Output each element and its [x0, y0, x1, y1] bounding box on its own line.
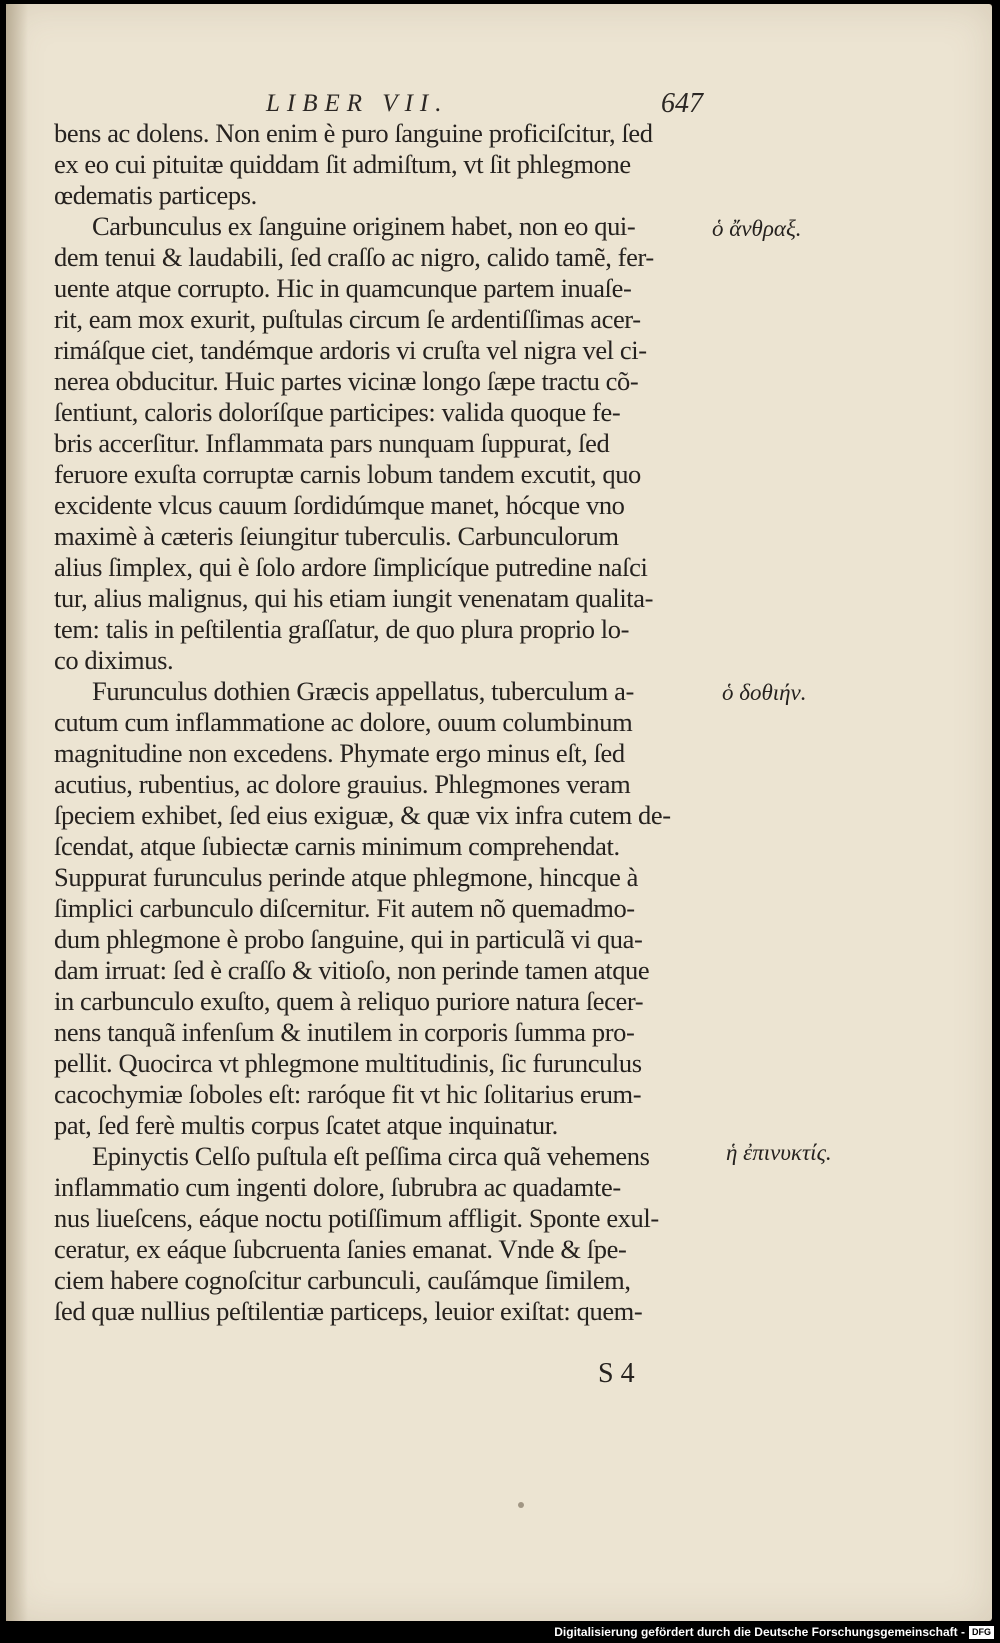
text-line: ex eo cui pituitæ quiddam ſit admiſtum, vt ſit phlegmone — [54, 149, 631, 179]
text-line: tem: talis in peſtilentia graſſatur, de quo plura proprio lo- — [54, 614, 630, 644]
paper-speck — [518, 1502, 524, 1508]
text-line: cacochymiæ ſoboles eſt: raróque fit vt hic ſolitarius erum- — [54, 1079, 642, 1109]
text-line: dum phlegmone è probo ſanguine, qui in particulã vi qua- — [54, 924, 643, 954]
text-line: pat, ſed ferè multis corpus ſcatet atque inquinatur. — [54, 1110, 558, 1140]
footer-credit: Digitalisierung gefördert durch die Deutsche Forschungsgemeinschaft - — [554, 1625, 965, 1639]
page-gutter — [6, 4, 28, 1621]
text-line: ceratur, ex eáque ſubcruenta ſanies emanat. Vnde & ſpe- — [54, 1234, 627, 1264]
text-line: magnitudine non excedens. Phymate ergo minus eſt, ſed — [54, 738, 625, 768]
text-line: œdematis particeps. — [54, 180, 257, 210]
text-line: bris accerſitur. Inflammata pars nunquam ſuppurat, ſed — [54, 428, 610, 458]
text-line: bens ac dolens. Non enim è puro ſanguine proficiſcitur, ſed — [54, 118, 653, 148]
text-line: inflammatio cum ingenti dolore, ſubrubra ac quadamte- — [54, 1172, 621, 1202]
running-head: LIBER VII. — [266, 90, 449, 117]
text-line: dam irruat: ſed è craſſo & vitioſo, non perinde tamen atque — [54, 955, 650, 985]
text-line: pellit. Quocirca vt phlegmone multitudinis, ſic furunculus — [54, 1048, 642, 1078]
text-line: uente atque corrupto. Hic in quamcunque partem inuaſe- — [54, 273, 632, 303]
text-line: rimáſque ciet, tandémque ardoris vi cruſta vel nigra vel ci- — [54, 335, 647, 365]
text-line: Carbunculus ex ſanguine originem habet, non eo qui- — [92, 211, 636, 241]
text-line: tur, alius malignus, qui his etiam iungit venenatam qualita- — [54, 583, 654, 613]
digitization-footer — [554, 1624, 994, 1640]
text-line: nens tanquã infenſum & inutilem in corporis ſumma pro- — [54, 1017, 635, 1047]
text-line: co diximus. — [54, 645, 174, 675]
text-line: acutius, rubentius, ac dolore grauius. Phlegmones veram — [54, 769, 631, 799]
text-line: rit, eam mox exurit, puſtulas circum ſe ardentiſſimas acer- — [54, 304, 641, 334]
text-line: ſimplici carbunculo diſcernitur. Fit autem nõ quemadmo- — [54, 893, 635, 923]
text-line: excidente vlcus cauum ſordidúmque manet, hócque vno — [54, 490, 625, 520]
text-line: in carbunculo exuſto, quem à reliquo puriore natura ſecer- — [54, 986, 644, 1016]
text-line: Furunculus dothien Græcis appellatus, tuberculum a- — [92, 676, 634, 706]
page-number: 647 — [661, 88, 703, 119]
text-line: Epinyctis Celſo puſtula eſt peſſima circa quã vehemens — [92, 1141, 650, 1171]
text-line: ciem habere cognoſcitur carbunculi, cauſámque ſimilem, — [54, 1265, 631, 1295]
dfg-logo: DFG — [969, 1626, 994, 1639]
book-page — [6, 4, 992, 1621]
signature-mark: S 4 — [598, 1358, 635, 1389]
text-line: ſcendat, atque ſubiectæ carnis minimum comprehendat. — [54, 831, 620, 861]
text-line: nus liueſcens, eáque noctu potiſſimum affligit. Sponte exul- — [54, 1203, 659, 1233]
margin-note-anthrax: ὁ ἄνθραξ. — [712, 216, 802, 241]
text-line: cutum cum inflammatione ac dolore, ouum columbinum — [54, 707, 633, 737]
margin-note-epinyctis: ἡ ἐπινυκτίς. — [726, 1140, 832, 1165]
text-line: Suppurat furunculus perinde atque phlegmone, hincque à — [54, 862, 639, 892]
text-line: feruore exuſta corruptæ carnis lobum tandem excutit, quo — [54, 459, 641, 489]
margin-note-dothien: ὁ δοθιήν. — [722, 680, 807, 705]
text-line: maximè à cæteris ſeiungitur tuberculis. Carbunculorum — [54, 521, 619, 551]
text-line: nerea obducitur. Huic partes vicinæ longo ſæpe tractu cõ- — [54, 366, 639, 396]
text-line: ſentiunt, caloris doloríſque participes: valida quoque fe- — [54, 397, 621, 427]
text-line: alius ſimplex, qui è ſolo ardore ſimplicíque putredine naſci — [54, 552, 648, 582]
text-line: ſpeciem exhibet, ſed eius exiguæ, & quæ vix infra cutem de- — [54, 800, 671, 830]
text-line: ſed quæ nullius peſtilentiæ particeps, leuior exiſtat: quem- — [54, 1296, 643, 1326]
text-line: dem tenui & laudabili, ſed craſſo ac nigro, calido tamẽ, fer- — [54, 242, 654, 272]
